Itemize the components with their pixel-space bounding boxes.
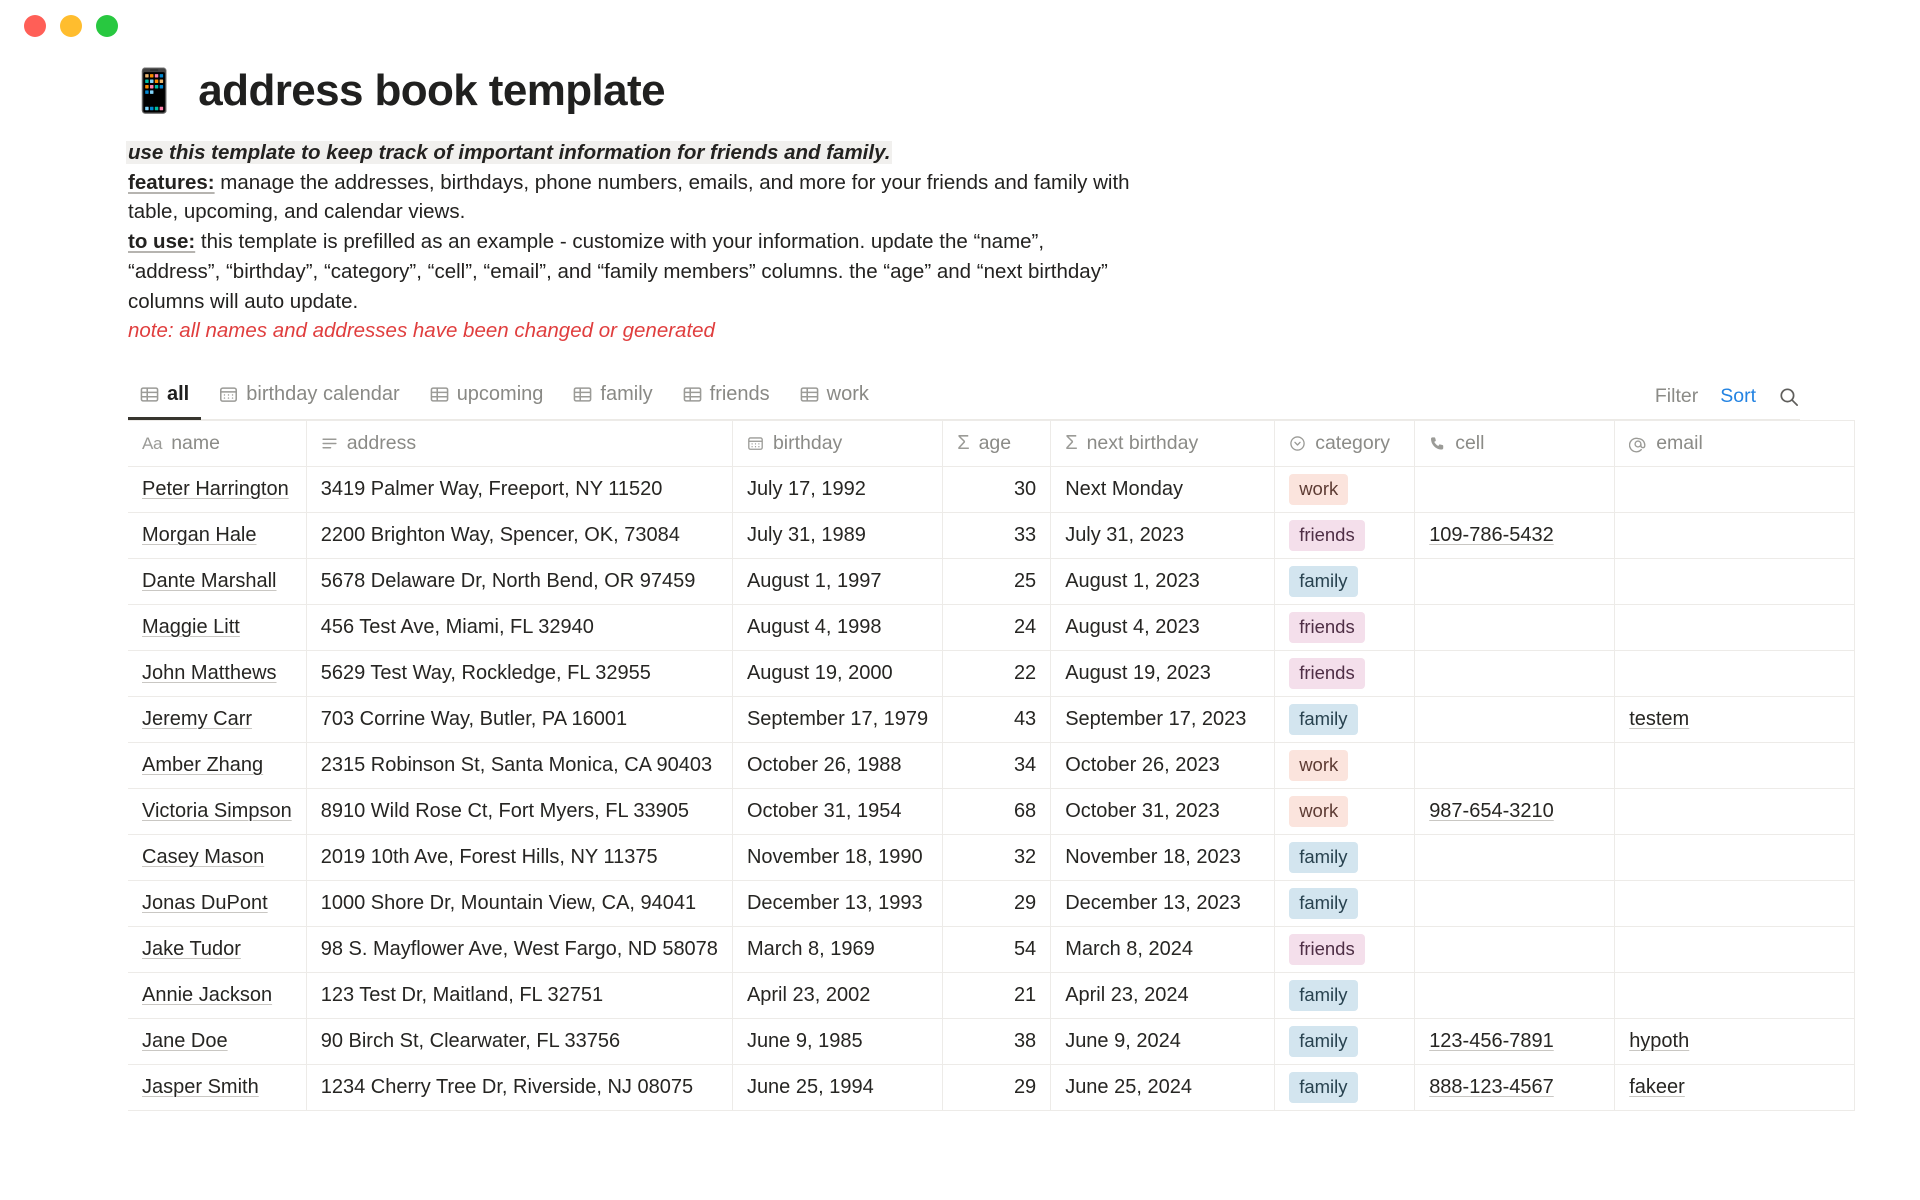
cell-category[interactable] xyxy=(1275,1019,1415,1065)
cell-email[interactable] xyxy=(1615,743,1855,789)
cell-category[interactable] xyxy=(1275,835,1415,881)
column-header-name[interactable] xyxy=(128,421,306,467)
row-phone-link[interactable]: 888-123-4567 xyxy=(1429,1076,1554,1099)
category-tag[interactable]: family xyxy=(1289,888,1357,918)
cell-category[interactable] xyxy=(1275,1065,1415,1111)
cell-age[interactable] xyxy=(943,513,1051,559)
cell-birthday[interactable] xyxy=(732,559,942,605)
at-sign-icon xyxy=(1629,435,1647,453)
category-tag[interactable]: family xyxy=(1289,1026,1357,1056)
cell-email[interactable] xyxy=(1615,927,1855,973)
tab-label: birthday calendar xyxy=(246,383,400,406)
cell-name[interactable] xyxy=(128,1019,306,1065)
cell-next-birthday[interactable] xyxy=(1051,559,1275,605)
row-next-birthday: September 17, 2023 xyxy=(1065,708,1247,731)
column-label: next birthday xyxy=(1086,432,1199,455)
description-features xyxy=(128,168,1138,227)
cell-name[interactable] xyxy=(128,789,306,835)
cell-name[interactable] xyxy=(128,513,306,559)
to-use-text: this template is prefilled as an example - customize with your information. update the “name”, “address”, “birthday”, “category”, “cell”, “email”, and “family members” columns. the “age” and “next birthday” columns will auto update. xyxy=(128,230,1108,313)
cell-address[interactable] xyxy=(306,1065,732,1111)
table-body xyxy=(128,467,1855,1111)
tab-family[interactable] xyxy=(561,377,664,420)
cell-email[interactable] xyxy=(1615,513,1855,559)
cell-age[interactable] xyxy=(943,835,1051,881)
tab-all[interactable] xyxy=(128,377,201,420)
cell-email[interactable] xyxy=(1615,467,1855,513)
cell-age[interactable] xyxy=(943,789,1051,835)
cell-next-birthday[interactable] xyxy=(1051,789,1275,835)
column-label: age xyxy=(978,432,1012,455)
row-address: 1234 Cherry Tree Dr, Riverside, NJ 08075 xyxy=(320,1076,694,1099)
cell-phone[interactable] xyxy=(1415,835,1615,881)
row-address: 98 S. Mayflower Ave, West Fargo, ND 58078 xyxy=(320,938,718,961)
cell-address[interactable] xyxy=(306,881,732,927)
row-next-birthday: June 9, 2024 xyxy=(1065,1030,1181,1053)
row-phone-link[interactable]: 123-456-7891 xyxy=(1429,1030,1554,1053)
cell-address[interactable] xyxy=(306,513,732,559)
row-address: 703 Corrine Way, Butler, PA 16001 xyxy=(320,708,628,731)
cell-phone[interactable] xyxy=(1415,513,1615,559)
cell-next-birthday[interactable] xyxy=(1051,513,1275,559)
database-table xyxy=(128,420,1920,1111)
cell-name[interactable] xyxy=(128,467,306,513)
text-aa-icon: Aa xyxy=(142,433,163,453)
select-chevron-icon xyxy=(1289,435,1306,452)
table-row[interactable] xyxy=(128,513,1855,559)
cell-phone[interactable] xyxy=(1415,651,1615,697)
row-name-link[interactable]: Jeremy Carr xyxy=(142,708,253,731)
row-birthday: September 17, 1979 xyxy=(746,708,929,731)
cell-next-birthday[interactable] xyxy=(1051,743,1275,789)
features-label: features: xyxy=(128,170,215,194)
filter-button[interactable]: Filter xyxy=(1654,385,1699,408)
row-email-link[interactable]: fakeer xyxy=(1629,1076,1685,1099)
row-phone-link[interactable]: 987-654-3210 xyxy=(1429,800,1554,823)
cell-birthday[interactable] xyxy=(732,651,942,697)
column-header-email[interactable] xyxy=(1615,421,1855,467)
cell-birthday[interactable] xyxy=(732,1019,942,1065)
row-birthday: November 18, 1990 xyxy=(746,846,923,869)
row-name-link[interactable]: Victoria Simpson xyxy=(142,800,292,823)
category-tag[interactable]: family xyxy=(1289,842,1357,872)
tab-birthday-calendar[interactable] xyxy=(207,377,411,420)
table-row[interactable] xyxy=(128,467,1855,513)
cell-birthday[interactable] xyxy=(732,513,942,559)
cell-address[interactable] xyxy=(306,973,732,1019)
cell-phone[interactable] xyxy=(1415,789,1615,835)
row-address: 5629 Test Way, Rockledge, FL 32955 xyxy=(320,662,651,685)
row-next-birthday: July 31, 2023 xyxy=(1065,524,1185,547)
cell-category[interactable] xyxy=(1275,743,1415,789)
address-table xyxy=(128,420,1855,1111)
category-tag[interactable]: work xyxy=(1289,796,1348,826)
cell-birthday[interactable] xyxy=(732,697,942,743)
table-icon xyxy=(800,385,819,404)
category-tag[interactable]: family xyxy=(1289,566,1357,596)
cell-email[interactable] xyxy=(1615,559,1855,605)
cell-phone[interactable] xyxy=(1415,605,1615,651)
search-icon[interactable] xyxy=(1778,386,1800,408)
cell-name[interactable] xyxy=(128,973,306,1019)
window-minimize-button[interactable] xyxy=(60,15,82,37)
cell-name[interactable] xyxy=(128,559,306,605)
table-row[interactable] xyxy=(128,605,1855,651)
calendar-icon xyxy=(747,435,764,452)
page-title[interactable]: address book template xyxy=(198,66,665,115)
category-tag[interactable]: work xyxy=(1289,474,1348,504)
tab-friends[interactable] xyxy=(671,377,782,420)
tab-label: family xyxy=(600,383,653,406)
tab-work[interactable] xyxy=(788,377,881,420)
table-icon xyxy=(573,385,592,404)
row-address: 5678 Delaware Dr, North Bend, OR 97459 xyxy=(320,570,696,593)
row-age: 68 xyxy=(1013,800,1037,823)
column-label: address xyxy=(346,432,417,455)
cell-category[interactable] xyxy=(1275,789,1415,835)
row-age: 32 xyxy=(1013,846,1037,869)
tab-label: friends xyxy=(709,383,770,406)
sort-button[interactable]: Sort xyxy=(1720,385,1756,408)
cell-address[interactable] xyxy=(306,467,732,513)
row-name-link[interactable]: Maggie Litt xyxy=(142,616,240,639)
row-birthday: August 19, 2000 xyxy=(746,662,893,685)
row-name-link[interactable]: Jane Doe xyxy=(142,1030,228,1053)
category-tag[interactable]: friends xyxy=(1289,658,1365,688)
row-name-link[interactable]: Morgan Hale xyxy=(142,524,257,547)
row-birthday: August 1, 1997 xyxy=(746,570,882,593)
table-icon xyxy=(683,385,702,404)
formula-sigma-icon: Σ xyxy=(1065,432,1078,455)
row-birthday: October 31, 1954 xyxy=(746,800,902,823)
row-birthday: October 26, 1988 xyxy=(746,754,902,777)
cell-name[interactable] xyxy=(128,1065,306,1111)
cell-email[interactable] xyxy=(1615,973,1855,1019)
table-row[interactable] xyxy=(128,743,1855,789)
table-row[interactable] xyxy=(128,789,1855,835)
cell-next-birthday[interactable] xyxy=(1051,1065,1275,1111)
page-description xyxy=(128,138,1138,346)
row-next-birthday: December 13, 2023 xyxy=(1065,892,1241,915)
row-next-birthday: October 31, 2023 xyxy=(1065,800,1220,823)
category-tag[interactable]: family xyxy=(1289,980,1357,1010)
cell-birthday[interactable] xyxy=(732,927,942,973)
category-tag[interactable]: friends xyxy=(1289,612,1365,642)
category-tag[interactable]: work xyxy=(1289,750,1348,780)
column-header-category[interactable] xyxy=(1275,421,1415,467)
row-next-birthday: November 18, 2023 xyxy=(1065,846,1241,869)
table-row[interactable] xyxy=(128,973,1855,1019)
cell-email[interactable] xyxy=(1615,697,1855,743)
cell-phone[interactable] xyxy=(1415,881,1615,927)
cell-birthday[interactable] xyxy=(732,743,942,789)
row-age: 38 xyxy=(1013,1030,1037,1053)
column-label: email xyxy=(1656,432,1703,455)
row-age: 33 xyxy=(1013,524,1037,547)
cell-category[interactable] xyxy=(1275,467,1415,513)
cell-email[interactable] xyxy=(1615,835,1855,881)
row-next-birthday: April 23, 2024 xyxy=(1065,984,1189,1007)
row-address: 8910 Wild Rose Ct, Fort Myers, FL 33905 xyxy=(320,800,689,823)
table-row[interactable] xyxy=(128,1065,1855,1111)
cell-next-birthday[interactable] xyxy=(1051,881,1275,927)
row-age: 29 xyxy=(1013,1076,1037,1099)
row-age: 24 xyxy=(1013,616,1037,639)
description-lead: use this template to keep track of important information for friends and family. xyxy=(128,141,891,164)
category-tag[interactable]: friends xyxy=(1289,934,1365,964)
cell-category[interactable] xyxy=(1275,973,1415,1019)
cell-age[interactable] xyxy=(943,559,1051,605)
cell-phone[interactable] xyxy=(1415,973,1615,1019)
column-label: category xyxy=(1315,432,1390,455)
cell-next-birthday[interactable] xyxy=(1051,697,1275,743)
cell-address[interactable] xyxy=(306,789,732,835)
cell-address[interactable] xyxy=(306,559,732,605)
row-age: 34 xyxy=(1013,754,1037,777)
calendar-icon xyxy=(219,385,238,404)
multiline-text-icon xyxy=(321,435,338,452)
tab-label: all xyxy=(167,383,190,406)
row-address: 2315 Robinson St, Santa Monica, CA 90403 xyxy=(320,754,713,777)
cell-age[interactable] xyxy=(943,1019,1051,1065)
cell-category[interactable] xyxy=(1275,651,1415,697)
row-next-birthday: August 19, 2023 xyxy=(1065,662,1211,685)
cell-name[interactable] xyxy=(128,881,306,927)
cell-name[interactable] xyxy=(128,697,306,743)
row-phone-link[interactable]: 109-786-5432 xyxy=(1429,524,1554,547)
row-age: 43 xyxy=(1013,708,1037,731)
cell-age[interactable] xyxy=(943,697,1051,743)
cell-email[interactable] xyxy=(1615,651,1855,697)
row-name-link[interactable]: Dante Marshall xyxy=(142,570,277,593)
cell-category[interactable] xyxy=(1275,881,1415,927)
cell-age[interactable] xyxy=(943,973,1051,1019)
cell-email[interactable] xyxy=(1615,1065,1855,1111)
cell-phone[interactable] xyxy=(1415,1019,1615,1065)
row-birthday: July 17, 1992 xyxy=(746,478,866,501)
cell-birthday[interactable] xyxy=(732,881,942,927)
row-name-link[interactable]: Jasper Smith xyxy=(142,1076,259,1099)
row-name-link[interactable]: John Matthews xyxy=(142,662,277,685)
window-maximize-button[interactable] xyxy=(96,15,118,37)
table-row[interactable] xyxy=(128,881,1855,927)
row-age: 22 xyxy=(1013,662,1037,685)
row-address: 1000 Shore Dr, Mountain View, CA, 94041 xyxy=(320,892,697,915)
view-tabs xyxy=(128,376,887,419)
row-name-link[interactable]: Jake Tudor xyxy=(142,938,241,961)
category-tag[interactable]: family xyxy=(1289,1072,1357,1102)
column-label: birthday xyxy=(772,432,843,455)
page-content xyxy=(0,66,1920,1111)
cell-name[interactable] xyxy=(128,605,306,651)
cell-birthday[interactable] xyxy=(732,605,942,651)
cell-category[interactable] xyxy=(1275,605,1415,651)
table-row[interactable] xyxy=(128,697,1855,743)
table-icon xyxy=(430,385,449,404)
cell-name[interactable] xyxy=(128,927,306,973)
category-tag[interactable]: friends xyxy=(1289,520,1365,550)
table-row[interactable] xyxy=(128,927,1855,973)
cell-next-birthday[interactable] xyxy=(1051,651,1275,697)
row-email-link[interactable]: testem xyxy=(1629,708,1690,731)
table-row[interactable] xyxy=(128,559,1855,605)
row-next-birthday: March 8, 2024 xyxy=(1065,938,1194,961)
row-age: 30 xyxy=(1013,478,1037,501)
table-header-row xyxy=(128,421,1855,467)
cell-age[interactable] xyxy=(943,651,1051,697)
row-birthday: December 13, 1993 xyxy=(746,892,923,915)
formula-sigma-icon: Σ xyxy=(957,432,970,455)
cell-next-birthday[interactable] xyxy=(1051,605,1275,651)
row-name-link[interactable]: Peter Harrington xyxy=(142,478,289,501)
cell-age[interactable] xyxy=(943,605,1051,651)
cell-category[interactable] xyxy=(1275,559,1415,605)
cell-category[interactable] xyxy=(1275,697,1415,743)
row-address: 2200 Brighton Way, Spencer, OK, 73084 xyxy=(320,524,680,547)
cell-next-birthday[interactable] xyxy=(1051,1019,1275,1065)
row-age: 29 xyxy=(1013,892,1037,915)
cell-address[interactable] xyxy=(306,835,732,881)
column-header-address[interactable] xyxy=(306,421,732,467)
cell-phone[interactable] xyxy=(1415,559,1615,605)
row-next-birthday: June 25, 2024 xyxy=(1065,1076,1192,1099)
table-row[interactable] xyxy=(128,1019,1855,1065)
row-name-link[interactable]: Jonas DuPont xyxy=(142,892,268,915)
row-birthday: August 4, 1998 xyxy=(746,616,882,639)
cell-next-birthday[interactable] xyxy=(1051,973,1275,1019)
row-age: 25 xyxy=(1013,570,1037,593)
description-note: note: all names and addresses have been changed or generated xyxy=(128,319,715,343)
column-label: name xyxy=(171,432,220,455)
row-age: 21 xyxy=(1013,984,1037,1007)
row-next-birthday: October 26, 2023 xyxy=(1065,754,1220,777)
cell-birthday[interactable] xyxy=(732,789,942,835)
tab-label: work xyxy=(826,383,869,406)
cell-category[interactable] xyxy=(1275,513,1415,559)
cell-category[interactable] xyxy=(1275,927,1415,973)
cell-next-birthday[interactable] xyxy=(1051,927,1275,973)
cell-address[interactable] xyxy=(306,927,732,973)
window-close-button[interactable] xyxy=(24,15,46,37)
cell-age[interactable] xyxy=(943,467,1051,513)
row-name-link[interactable]: Casey Mason xyxy=(142,846,265,869)
cell-phone[interactable] xyxy=(1415,1065,1615,1111)
row-next-birthday: August 1, 2023 xyxy=(1065,570,1200,593)
category-tag[interactable]: family xyxy=(1289,704,1357,734)
row-birthday: March 8, 1969 xyxy=(746,938,875,961)
column-label: cell xyxy=(1455,432,1485,455)
cell-name[interactable] xyxy=(128,651,306,697)
cell-email[interactable] xyxy=(1615,605,1855,651)
row-next-birthday: Next Monday xyxy=(1065,478,1184,501)
features-text: manage the addresses, birthdays, phone numbers, emails, and more for your friends and family with table, upcoming, and calendar views. xyxy=(128,170,1130,224)
cell-address[interactable] xyxy=(306,743,732,789)
row-name-link[interactable]: Amber Zhang xyxy=(142,754,264,777)
column-header-age[interactable] xyxy=(943,421,1051,467)
row-next-birthday: August 4, 2023 xyxy=(1065,616,1200,639)
cell-birthday[interactable] xyxy=(732,467,942,513)
cell-phone[interactable] xyxy=(1415,743,1615,789)
row-address: 456 Test Ave, Miami, FL 32940 xyxy=(320,616,594,639)
row-address: 2019 10th Ave, Forest Hills, NY 11375 xyxy=(320,846,658,869)
cell-phone[interactable] xyxy=(1415,467,1615,513)
row-birthday: June 25, 1994 xyxy=(746,1076,874,1099)
page-header xyxy=(128,66,1920,116)
cell-address[interactable] xyxy=(306,697,732,743)
description-lead-line xyxy=(128,138,1138,168)
row-name-link[interactable]: Annie Jackson xyxy=(142,984,273,1007)
row-birthday: July 31, 1989 xyxy=(746,524,866,547)
cell-name[interactable] xyxy=(128,743,306,789)
cell-address[interactable] xyxy=(306,651,732,697)
table-row[interactable] xyxy=(128,835,1855,881)
cell-phone[interactable] xyxy=(1415,927,1615,973)
table-row[interactable] xyxy=(128,651,1855,697)
cell-email[interactable] xyxy=(1615,789,1855,835)
phone-icon xyxy=(1429,435,1446,452)
cell-birthday[interactable] xyxy=(732,835,942,881)
cell-email[interactable] xyxy=(1615,881,1855,927)
cell-name[interactable] xyxy=(128,835,306,881)
to-use-label: to use: xyxy=(128,230,196,254)
cell-next-birthday[interactable] xyxy=(1051,467,1275,513)
row-birthday: June 9, 1985 xyxy=(746,1030,863,1053)
cell-birthday[interactable] xyxy=(732,973,942,1019)
row-age: 54 xyxy=(1013,938,1037,961)
tab-label: upcoming xyxy=(456,383,544,406)
row-birthday: April 23, 2002 xyxy=(746,984,871,1007)
description-to-use xyxy=(128,227,1138,316)
table-icon xyxy=(140,385,159,404)
row-address: 3419 Palmer Way, Freeport, NY 11520 xyxy=(320,478,663,501)
column-header-birthday[interactable] xyxy=(732,421,942,467)
cell-address[interactable] xyxy=(306,1019,732,1065)
cell-email[interactable] xyxy=(1615,1019,1855,1065)
cell-age[interactable] xyxy=(943,743,1051,789)
view-tools xyxy=(1655,385,1800,419)
column-header-next-birthday[interactable] xyxy=(1051,421,1275,467)
window-titlebar xyxy=(0,0,1920,52)
cell-age[interactable] xyxy=(943,1065,1051,1111)
cell-birthday[interactable] xyxy=(732,1065,942,1111)
row-address: 123 Test Dr, Maitland, FL 32751 xyxy=(320,984,604,1007)
row-email-link[interactable]: hypoth xyxy=(1629,1030,1690,1053)
cell-next-birthday[interactable] xyxy=(1051,835,1275,881)
cell-address[interactable] xyxy=(306,605,732,651)
view-toolbar xyxy=(128,376,1800,420)
cell-age[interactable] xyxy=(943,881,1051,927)
row-address: 90 Birch St, Clearwater, FL 33756 xyxy=(320,1030,621,1053)
mobile-phone-icon[interactable]: 📱 xyxy=(128,67,181,114)
column-header-cell[interactable] xyxy=(1415,421,1615,467)
tab-upcoming[interactable] xyxy=(418,377,556,420)
cell-phone[interactable] xyxy=(1415,697,1615,743)
cell-age[interactable] xyxy=(943,927,1051,973)
